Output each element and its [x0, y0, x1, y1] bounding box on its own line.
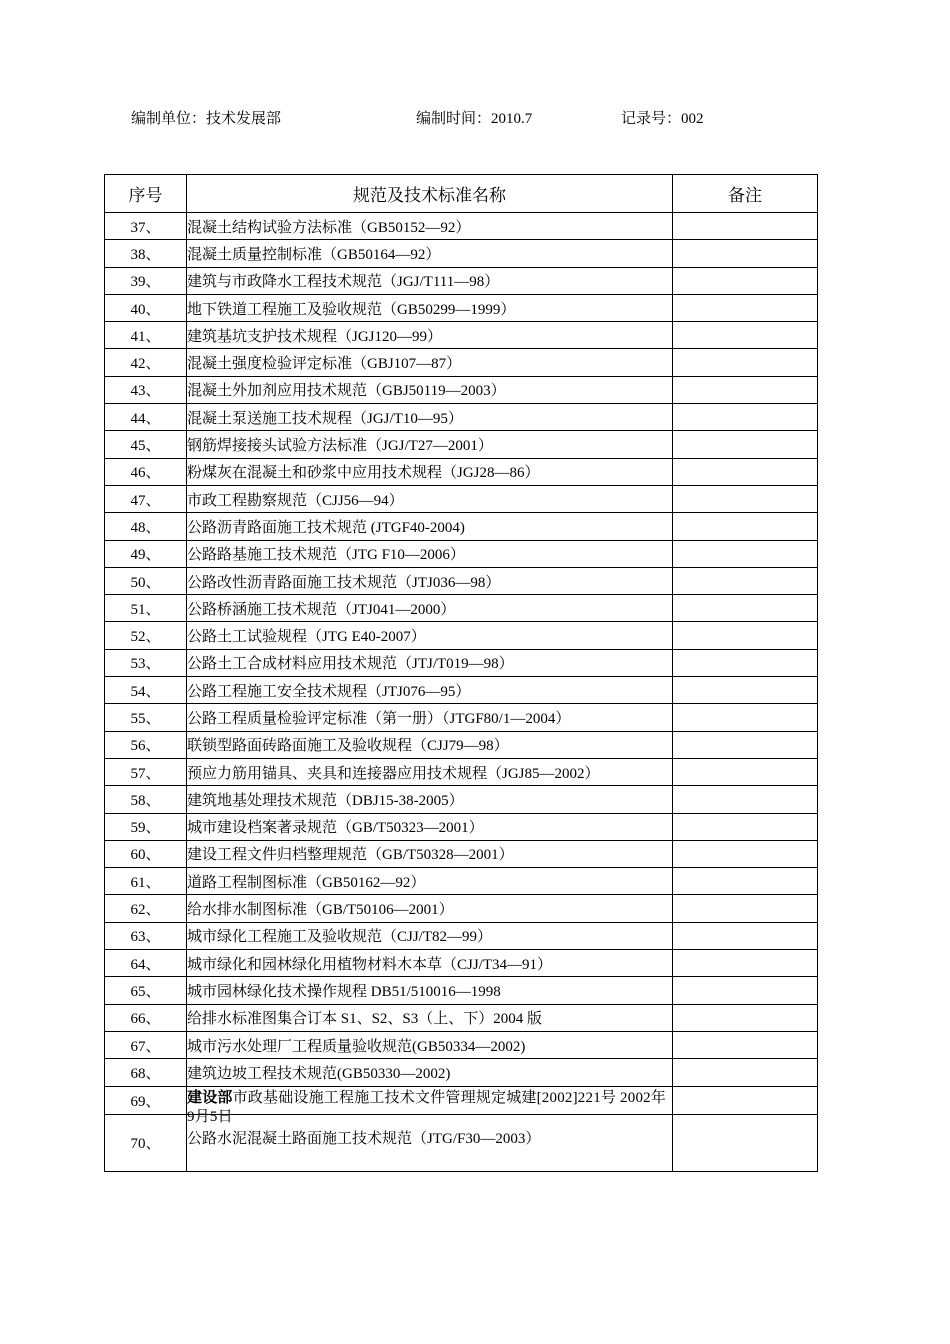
row-number: 44、: [105, 404, 187, 431]
row-number: 56、: [105, 731, 187, 758]
row-note: [673, 677, 818, 704]
row-note: [673, 267, 818, 294]
row-note: [673, 485, 818, 512]
standard-name: 给水排水制图标准（GB/T50106—2001）: [187, 895, 673, 922]
row-number: 58、: [105, 786, 187, 813]
standard-name: 城市污水处理厂工程质量验收规范(GB50334—2002): [187, 1031, 673, 1058]
row-number: 51、: [105, 595, 187, 622]
standard-name: 市政工程勘察规范（CJJ56—94）: [187, 485, 673, 512]
standard-name: 道路工程制图标准（GB50162—92）: [187, 868, 673, 895]
table-row: [105, 950, 818, 977]
table-row: [105, 513, 818, 540]
table-row: [105, 540, 818, 567]
row-number: 46、: [105, 458, 187, 485]
table-row: [105, 922, 818, 949]
row-note: [673, 349, 818, 376]
row-note: [673, 567, 818, 594]
row-note: [673, 513, 818, 540]
row-number: 42、: [105, 349, 187, 376]
row-note: [673, 950, 818, 977]
table-row: [105, 567, 818, 594]
standard-name: 预应力筋用锚具、夹具和连接器应用技术规程（JGJ85—2002）: [187, 758, 673, 785]
row-number: 69、: [105, 1086, 187, 1114]
table-row: [105, 786, 818, 813]
table-row: [105, 758, 818, 785]
table-row: [105, 1004, 818, 1031]
row-note: [673, 649, 818, 676]
table-row: [105, 813, 818, 840]
standard-name: 地下铁道工程施工及验收规范（GB50299—1999）: [187, 294, 673, 321]
standard-name: 公路工程施工安全技术规程（JTJ076—95）: [187, 677, 673, 704]
table-row: [105, 868, 818, 895]
standard-name: 建设工程文件归档整理规范（GB/T50328—2001）: [187, 840, 673, 867]
column-header-note: 备注: [673, 175, 818, 213]
standard-name: 建筑与市政降水工程技术规范（JGJ/T111—98）: [187, 267, 673, 294]
row-number: 47、: [105, 485, 187, 512]
row-note: [673, 786, 818, 813]
standard-name: 公路沥青路面施工技术规范 (JTGF40-2004): [187, 513, 673, 540]
table-row: [105, 404, 818, 431]
row-note: [673, 1004, 818, 1031]
row-note: [673, 1031, 818, 1058]
standard-name: 建筑边坡工程技术规范(GB50330—2002): [187, 1059, 673, 1086]
column-header-name: 规范及技术标准名称: [187, 175, 673, 213]
standard-name: 公路路基施工技术规范（JTG F10—2006）: [187, 540, 673, 567]
standard-name: 公路工程质量检验评定标准（第一册）（JTGF80/1—2004）: [187, 704, 673, 731]
table-row: [105, 649, 818, 676]
row-number: 66、: [105, 1004, 187, 1031]
standard-name: 混凝土强度检验评定标准（GBJ107—87）: [187, 349, 673, 376]
row-note: [673, 458, 818, 485]
row-number: 63、: [105, 922, 187, 949]
row-number: 39、: [105, 267, 187, 294]
standard-name: [187, 1086, 673, 1125]
table-row: [105, 622, 818, 649]
issuer-name: 建设部: [187, 1089, 233, 1106]
row-number: 45、: [105, 431, 187, 458]
row-note: [673, 840, 818, 867]
row-note: [673, 1086, 818, 1114]
row-note: [673, 240, 818, 267]
row-note: [673, 294, 818, 321]
compiling-time: 编制时间：2010.7: [416, 111, 533, 127]
row-note: [673, 322, 818, 349]
row-note: [673, 922, 818, 949]
table-row: [105, 213, 818, 240]
row-number: 38、: [105, 240, 187, 267]
row-number: 43、: [105, 376, 187, 403]
standard-name: 公路桥涵施工技术规范（JTJ041—2000）: [187, 595, 673, 622]
row-note: [673, 977, 818, 1004]
table-row: [105, 267, 818, 294]
table-row: [105, 458, 818, 485]
row-note: [673, 1059, 818, 1086]
row-number: 54、: [105, 677, 187, 704]
row-number: 53、: [105, 649, 187, 676]
standard-name: 公路改性沥青路面施工技术规范（JTJ036—98）: [187, 567, 673, 594]
table-row: [105, 677, 818, 704]
document-header: [0, 107, 950, 127]
standard-name: 混凝土质量控制标准（GB50164—92）: [187, 240, 673, 267]
standard-name: 城市建设档案著录规范（GB/T50323—2001）: [187, 813, 673, 840]
compiling-unit: 编制单位：技术发展部: [131, 111, 282, 127]
row-number: 57、: [105, 758, 187, 785]
table-row: [105, 1086, 818, 1114]
row-number: 40、: [105, 294, 187, 321]
standard-name: 公路水泥混凝土路面施工技术规范（JTG/F30—2003）: [187, 1114, 673, 1171]
standard-name: 建筑地基处理技术规范（DBJ15-38-2005）: [187, 786, 673, 813]
table-row: [105, 376, 818, 403]
row-number: 64、: [105, 950, 187, 977]
row-note: [673, 376, 818, 403]
table-row: [105, 731, 818, 758]
table-row: [105, 704, 818, 731]
row-number: 52、: [105, 622, 187, 649]
row-note: [673, 404, 818, 431]
row-note: [673, 731, 818, 758]
table-body: [105, 213, 818, 1172]
standard-name: 公路土工合成材料应用技术规范（JTJ/T019—98）: [187, 649, 673, 676]
standard-name: 钢筋焊接接头试验方法标准（JGJ/T27—2001）: [187, 431, 673, 458]
regulation-title: 市政基础设施工程施工技术文件管理规定城建[2002]221号 2002年9月5日: [187, 1089, 667, 1125]
table-row: [105, 349, 818, 376]
row-number: 65、: [105, 977, 187, 1004]
row-number: 59、: [105, 813, 187, 840]
row-number: 55、: [105, 704, 187, 731]
row-note: [673, 595, 818, 622]
table-row: [105, 1031, 818, 1058]
table-row: [105, 595, 818, 622]
table-row: [105, 895, 818, 922]
row-number: 61、: [105, 868, 187, 895]
row-note: [673, 213, 818, 240]
row-number: 48、: [105, 513, 187, 540]
standard-name: 城市绿化工程施工及验收规范（CJJ/T82—99）: [187, 922, 673, 949]
standard-name: 混凝土泵送施工技术规程（JGJ/T10—95）: [187, 404, 673, 431]
table-row: [105, 840, 818, 867]
row-note: [673, 704, 818, 731]
table-row: [105, 240, 818, 267]
row-note: [673, 813, 818, 840]
row-note: [673, 431, 818, 458]
record-number: 记录号：002: [621, 111, 704, 127]
table-row: [105, 485, 818, 512]
standard-name-text: [187, 1087, 672, 1125]
row-note: [673, 895, 818, 922]
standard-name: 粉煤灰在混凝土和砂浆中应用技术规程（JGJ28—86）: [187, 458, 673, 485]
row-note: [673, 1114, 818, 1171]
row-note: [673, 868, 818, 895]
standards-table: [104, 174, 818, 1172]
row-note: [673, 540, 818, 567]
table-header-row: [105, 175, 818, 213]
standard-name: 建筑基坑支护技术规程（JGJ120—99）: [187, 322, 673, 349]
row-number: 49、: [105, 540, 187, 567]
row-number: 68、: [105, 1059, 187, 1086]
row-number: 67、: [105, 1031, 187, 1058]
row-number: 60、: [105, 840, 187, 867]
row-number: 62、: [105, 895, 187, 922]
standard-name: 混凝土外加剂应用技术规范（GBJ50119—2003）: [187, 376, 673, 403]
column-header-number: 序号: [105, 175, 187, 213]
table-row: [105, 431, 818, 458]
table-row: [105, 1059, 818, 1086]
standard-name: 混凝土结构试验方法标准（GB50152—92）: [187, 213, 673, 240]
standard-name: 公路土工试验规程（JTG E40-2007）: [187, 622, 673, 649]
row-number: 41、: [105, 322, 187, 349]
row-number: 37、: [105, 213, 187, 240]
standard-name: 城市绿化和园林绿化用植物材料木本草（CJJ/T34—91）: [187, 950, 673, 977]
row-number: 50、: [105, 567, 187, 594]
standard-name: 给排水标准图集合订本 S1、S2、S3（上、下）2004 版: [187, 1004, 673, 1031]
standard-name: 城市园林绿化技术操作规程 DB51/510016—1998: [187, 977, 673, 1004]
table-row: [105, 294, 818, 321]
table-row: [105, 977, 818, 1004]
standard-name: 联锁型路面砖路面施工及验收规程（CJJ79—98）: [187, 731, 673, 758]
table-row: [105, 322, 818, 349]
row-number: 70、: [105, 1114, 187, 1171]
row-note: [673, 622, 818, 649]
row-note: [673, 758, 818, 785]
